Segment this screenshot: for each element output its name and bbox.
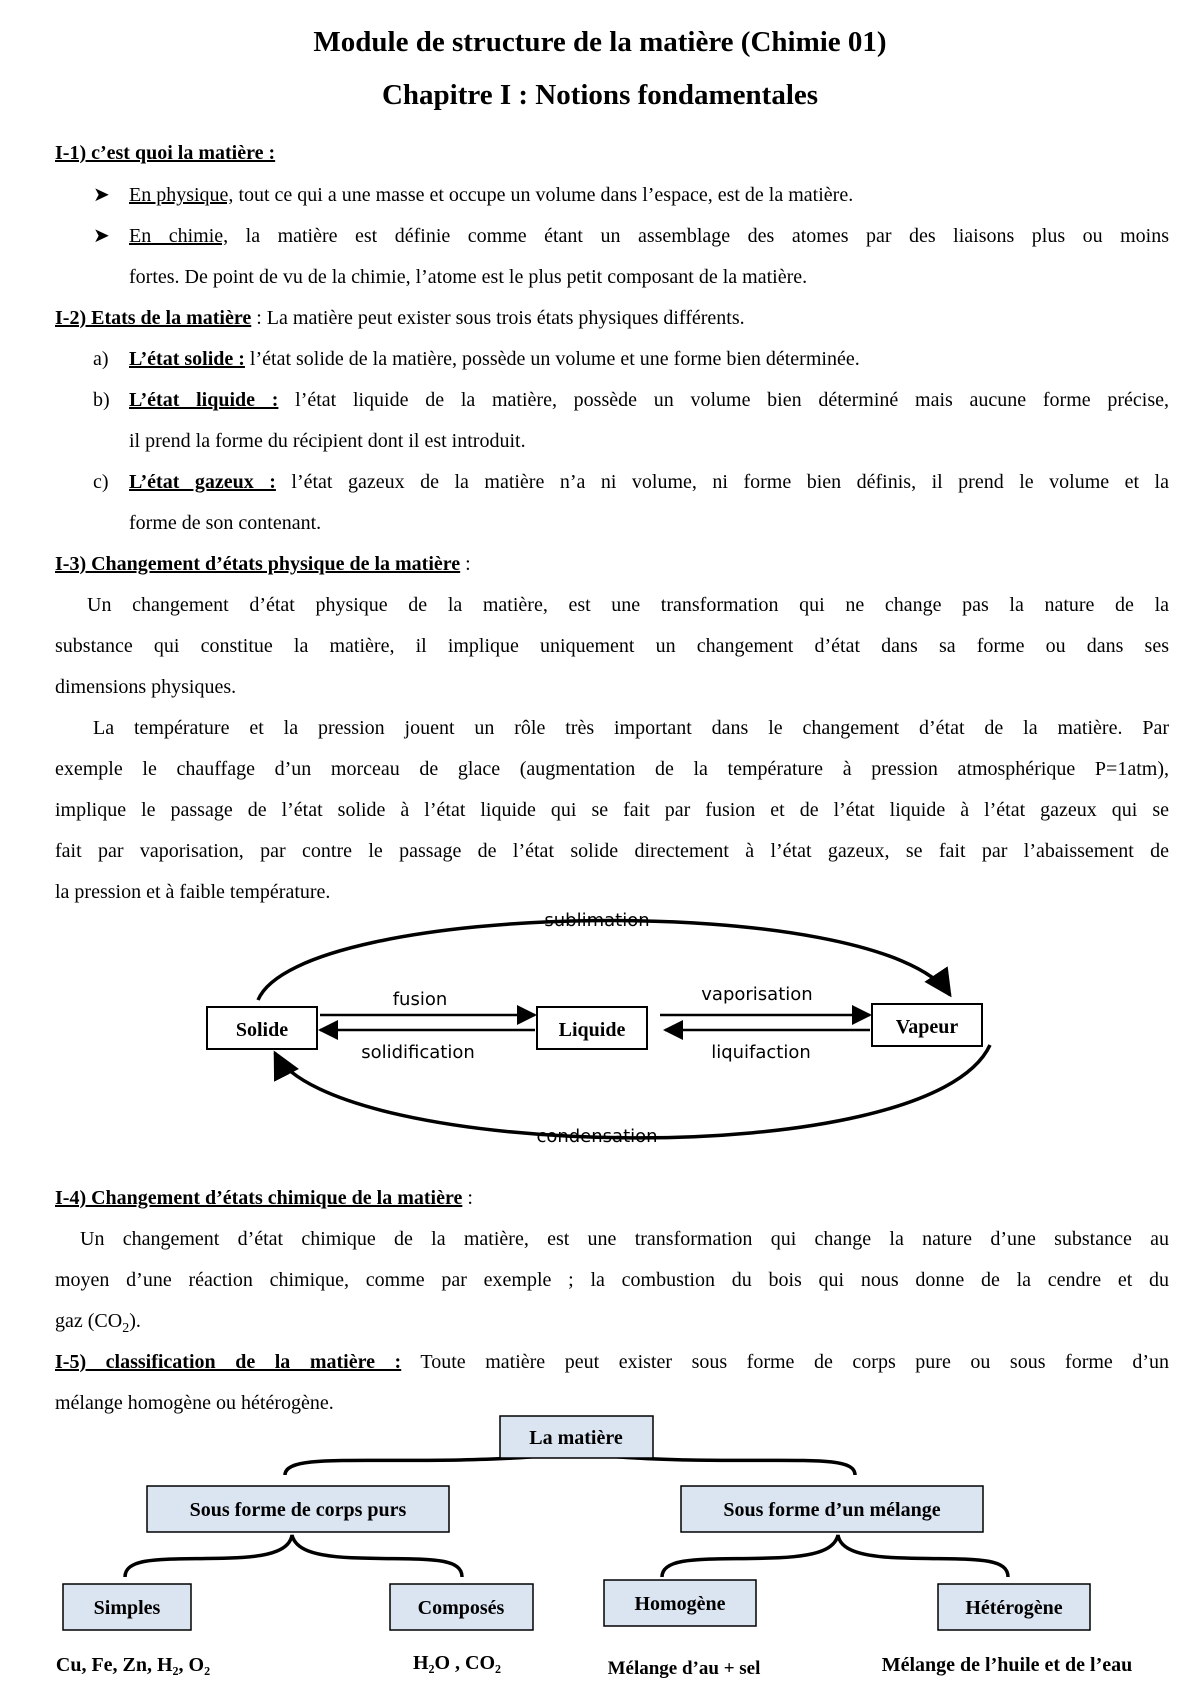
sublimation-label: sublimation xyxy=(544,910,650,931)
co2-prefix: gaz (CO xyxy=(55,1310,123,1332)
section-3-heading: I-3) Changement d’états physique de la matière xyxy=(55,553,461,575)
heterogene-example: Mélange de l’huile et de l’eau xyxy=(881,1654,1133,1676)
section-2-intro: : La matière peut exister sous trois états physiques différents. xyxy=(251,307,745,329)
section-5-text: Toute matière peut exister sous forme de corps pure ou sous forme d’un xyxy=(401,1351,1169,1373)
vapeur-label: Vapeur xyxy=(895,1016,959,1038)
item-b-text: l’état liquide de la matière, possède un volume bien déterminé mais aucune forme précise, xyxy=(278,389,1170,411)
item-a-text: l’état solide de la matière, possède un volume et une forme bien déterminée. xyxy=(244,348,860,370)
section-4-line-2: moyen d’une réaction chimique, comme par exemple ; la combustion du bois qui nous donne de la cendre et du xyxy=(55,1269,1169,1291)
bullet-2-text: la matière est définie comme étant un assemblage des atomes par des liaisons plus ou moins xyxy=(228,225,1169,247)
bullet-2-label: En chimie, xyxy=(129,225,229,247)
section-1-bullet-1 xyxy=(129,183,853,207)
mixture-brace xyxy=(662,1535,1008,1577)
item-b-marker: b) xyxy=(93,389,110,411)
section-3-p1-line-1: Un changement d’état physique de la matière, est une transformation qui ne change pas la nature de la xyxy=(87,594,1169,616)
section-3-p2-line-2: exemple le chauffage d’un morceau de glace (augmentation de la température à pression atmosphérique P=1atm), xyxy=(55,758,1169,780)
section-3-heading-suffix: : xyxy=(460,553,471,575)
condensation-label: condensation xyxy=(536,1126,658,1147)
item-c-cont: forme de son contenant. xyxy=(129,512,322,534)
fusion-label: fusion xyxy=(392,989,448,1010)
pure-brace xyxy=(125,1535,462,1577)
solide-label: Solide xyxy=(235,1019,289,1041)
item-b xyxy=(129,388,1169,412)
homogene-example: Mélange d’au + sel xyxy=(607,1658,761,1679)
section-1-bullet-2-cont: fortes. De point de vu de la chimie, l’atome est le plus petit composant de la matière. xyxy=(129,266,808,288)
solidification-label: solidification xyxy=(361,1042,475,1063)
item-a-label: L’état solide : xyxy=(129,348,245,370)
item-a-marker: a) xyxy=(93,348,109,370)
mixture-label: Sous forme d’un mélange xyxy=(723,1499,941,1521)
item-b-label: L’état liquide : xyxy=(129,389,279,411)
item-b-cont: il prend la forme du récipient dont il est introduit. xyxy=(129,430,526,452)
co2-suffix: ). xyxy=(129,1310,141,1332)
section-3-p2-line-1: La température et la pression jouent un rôle très important dans le changement d’état de la matière. Par xyxy=(93,717,1169,739)
section-3-p1-line-2: substance qui constitue la matière, il implique uniquement un changement d’état dans sa forme ou dans ses xyxy=(55,635,1169,657)
simples-label: Simples xyxy=(93,1597,161,1619)
section-2-heading-line xyxy=(55,306,745,330)
root-label: La matière xyxy=(529,1427,623,1449)
sublimation-arrow xyxy=(258,921,950,1000)
composes-label: Composés xyxy=(417,1597,505,1619)
section-3-heading-line xyxy=(55,552,471,576)
section-4-line-3 xyxy=(55,1309,141,1341)
section-3-p2-line-3: implique le passage de l’état solide à l’état liquide qui se fait par fusion et de l’état liquide à l’état gazeux qui se xyxy=(55,799,1169,821)
heterogene-label: Hétérogène xyxy=(965,1597,1063,1619)
section-5-heading: I-5) classification de la matière : xyxy=(55,1351,402,1373)
item-c-marker: c) xyxy=(93,471,109,493)
bullet-1-label: En physique, xyxy=(129,184,234,206)
section-3-p2-line-5: la pression et à faible température. xyxy=(55,881,331,903)
section-3-p2-line-4: fait par vaporisation, par contre le passage de l’état solide directement à l’état gazeux, se fait par l’abaissement de xyxy=(55,840,1169,862)
section-4-line-1: Un changement d’état chimique de la matière, est une transformation qui change la nature d’une substance au xyxy=(80,1228,1169,1250)
section-4-heading-line xyxy=(55,1186,473,1210)
homogene-label: Homogène xyxy=(634,1593,726,1615)
module-title: Module de structure de la matière (Chimie 01) xyxy=(313,26,887,58)
item-c xyxy=(129,470,1169,494)
bullet-arrow-icon: ➤ xyxy=(93,184,110,206)
section-5-line-1 xyxy=(55,1350,1169,1374)
section-1-bullet-2 xyxy=(129,224,1169,248)
pure-label: Sous forme de corps purs xyxy=(189,1499,407,1521)
section-4-heading-suffix: : xyxy=(462,1187,473,1209)
section-4-heading: I-4) Changement d’états chimique de la matière xyxy=(55,1187,463,1209)
chapter-title: Chapitre I : Notions fondamentales xyxy=(381,79,819,111)
section-1-heading: I-1) c’est quoi la matière : xyxy=(55,142,276,164)
classification-diagram xyxy=(0,1400,1200,1698)
states-diagram xyxy=(0,880,1200,1150)
vaporisation-label: vaporisation xyxy=(701,984,813,1005)
item-a xyxy=(129,347,860,371)
liquide-label: Liquide xyxy=(558,1019,626,1041)
co2-subscript: 2 xyxy=(122,1321,130,1336)
composes-examples: H₂O , CO₂ xyxy=(412,1652,502,1674)
liquifaction-label: liquifaction xyxy=(711,1042,811,1063)
bullet-1-text: tout ce qui a une masse et occupe un volume dans l’espace, est de la matière. xyxy=(233,184,854,206)
simples-examples: Cu, Fe, Zn, H₂, O₂ xyxy=(55,1654,211,1676)
item-c-label: L’état gazeux : xyxy=(129,471,276,493)
section-5-cont: mélange homogène ou hétérogène. xyxy=(55,1392,334,1414)
section-3-p1-line-3: dimensions physiques. xyxy=(55,676,237,698)
item-c-text: l’état gazeux de la matière n’a ni volume, ni forme bien définis, il prend le volume et la xyxy=(275,471,1169,493)
bullet-arrow-icon: ➤ xyxy=(93,225,110,247)
section-2-heading: I-2) Etats de la matière xyxy=(55,307,252,329)
